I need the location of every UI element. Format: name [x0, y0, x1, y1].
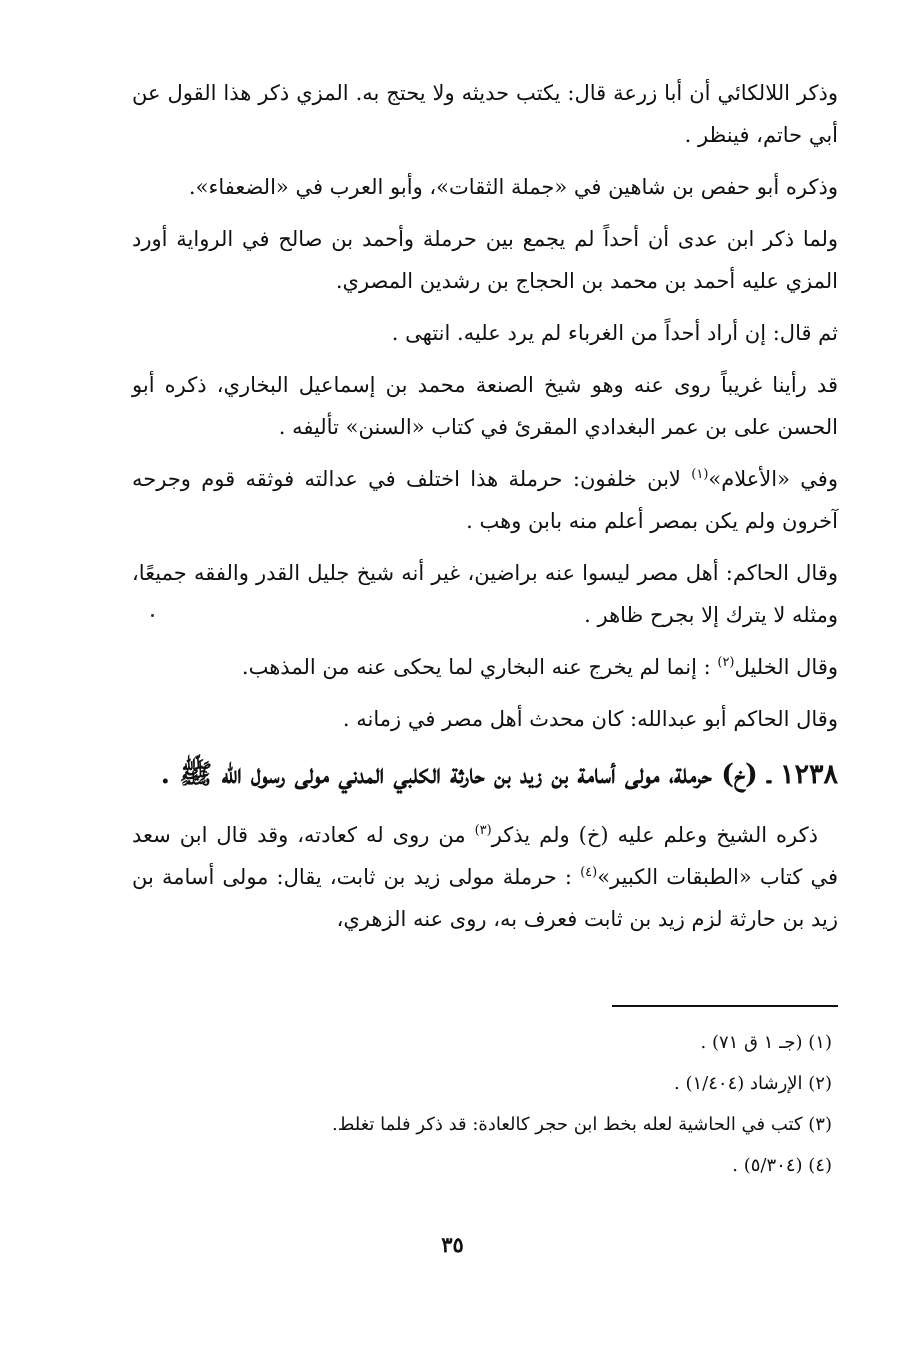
paragraph-entry-body — [132, 814, 838, 940]
footnote-4: (٤) (٥/٣٠٤) . — [732, 1155, 832, 1176]
entry-body-part-3: : حرملة مولى زيد بن ثابت، يقال: مولى أسامة بن زيد بن حارثة لزم زيد بن ثابت فعرف به، روى عنه الزهري، — [132, 865, 838, 931]
entry-heading: ١٢٣٨ ـ (خ) حرملة، مولى أسامة بن زيد بن حارثة الكلبي المدني مولى رسول الله ﷺ . — [160, 759, 838, 790]
alam-text-start: وفي «الأعلام» — [708, 467, 838, 491]
page-number: ٣٥ — [441, 1232, 464, 1257]
paragraph-hakim: وقال الحاكم: أهل مصر ليسوا عنه براضين، غير أنه شيخ جليل القدر والفقه جميعًا، ومثله لا يترك إلا بجرح ظاهر . — [132, 561, 838, 627]
paragraph-abu-abdillah: وقال الحاكم أبو عبدالله: كان محدث أهل مصر في زمانه . — [342, 707, 838, 731]
footnotes — [132, 1022, 832, 1186]
footnote-ref-2: (٢) — [717, 655, 735, 670]
paragraph-thumma-qal: ثم قال: إن أراد أحداً من الغرباء لم يرد عليه. انتهى . — [391, 321, 838, 345]
entry-body-part-2: من روى له كعادته، وقد قال ابن سعد في كتاب «الطبقات الكبير» — [132, 823, 839, 889]
paragraph-ibn-adi: ولما ذكر ابن عدى أن أحداً لم يجمع بين حرملة وأحمد بن صالح في الرواية أورد المزي عليه أحمد بن محمد بن الحجاج بن رشدين المصري. — [132, 227, 838, 293]
main-text — [132, 72, 838, 950]
alam-text-end: لابن خلفون: حرملة هذا اختلف في عدالته فوثقه قوم وجرحه آخرون ولم يكن بمصر أعلم منه بابن وهب . — [132, 467, 838, 533]
khalili-text-start: وقال الخليل — [734, 655, 838, 679]
paragraph-bukhari: قد رأينا غريباً روى عنه وهو شيخ الصنعة محمد بن إسماعيل البخاري، ذكره أبو الحسن على بن عمر البغدادي المقرئ في كتاب «السنن» تأليفه . — [132, 373, 838, 439]
footnote-ref-3: (٣) — [474, 823, 492, 838]
khalili-text-end: : إنما لم يخرج عنه البخاري لما يحكى عنه من المذهب. — [241, 655, 718, 679]
footnote-divider — [612, 1005, 838, 1007]
paragraph-alam — [132, 458, 838, 542]
scan-speck — [151, 614, 154, 617]
footnote-1: (١) (جـ ١ ق ٧١) . — [700, 1032, 832, 1053]
footnote-3: (٣) كتب في الحاشية لعله بخط ابن حجر كالعادة: قد ذكر فلما تغلط. — [331, 1114, 832, 1135]
paragraph-khalili — [132, 646, 838, 688]
footnote-ref-1: (١) — [691, 467, 709, 482]
footnote-ref-4: (٤) — [580, 865, 598, 880]
paragraph-ibn-shahin: وذكره أبو حفص بن شاهين في «جملة الثقات»، وأبو العرب في «الضعفاء». — [188, 175, 838, 199]
entry-body-part-1: ذكره الشيخ وعلم عليه (خ) ولم يذكر — [491, 823, 818, 847]
paragraph-lalakai: وذكر اللالكائي أن أبا زرعة قال: يكتب حديثه ولا يحتج به. المزي ذكر هذا القول عن أبي حاتم، فينظر . — [132, 81, 838, 147]
footnote-2: (٢) الإرشاد (١/٤٠٤) . — [674, 1073, 832, 1094]
